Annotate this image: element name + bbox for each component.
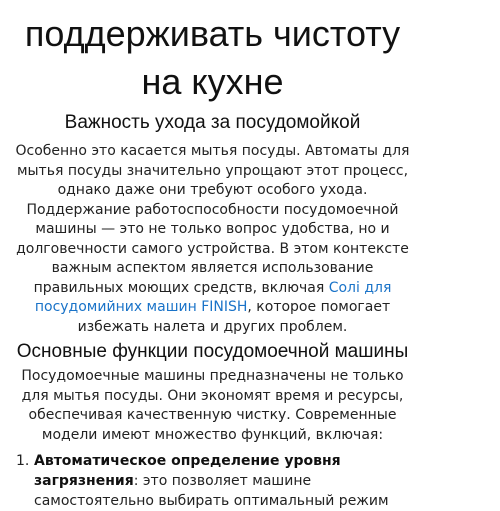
list-item: [16, 451, 425, 511]
paragraph-care-text: Особенно это касается мытья посуды. Автоматы для мытья посуды значительно упрощают этот процесс, однако даже они требуют особого ухода. Поддержание работоспособности посудомоечной машины — это не только вопрос удобства, но и долговечности самого устройства. В этом контексте важным аспектом является использование правильных моющих средств, включая: [15, 143, 410, 296]
section-heading-care: Важность ухода за посудомойкой: [64, 112, 361, 133]
list-item-title: Автоматическое определение уровня загрязнения: [34, 453, 341, 489]
paragraph-care: [10, 142, 415, 337]
paragraph-functions: Посудомоечные машины предназначены не только для мытья посуды. Они экономят время и ресурсы, обеспечивая качественную чистку. Современные модели имеют множество функций, включая:: [21, 368, 404, 443]
list-item-number: 1.: [16, 453, 30, 469]
functions-list: [0, 451, 425, 511]
paragraph-care-text-end: , которое помогает избежать налета и других проблем.: [77, 299, 391, 335]
section-heading-functions: Основные функции посудомоечной машины: [16, 341, 409, 362]
list-item-text: : это позволяет машине самостоятельно выбирать оптимальный режим: [34, 473, 389, 509]
finish-salt-link[interactable]: Солі для посудомийних машин FINISH: [34, 279, 392, 315]
page-title: поддерживать чистоту на кухне: [24, 13, 401, 102]
